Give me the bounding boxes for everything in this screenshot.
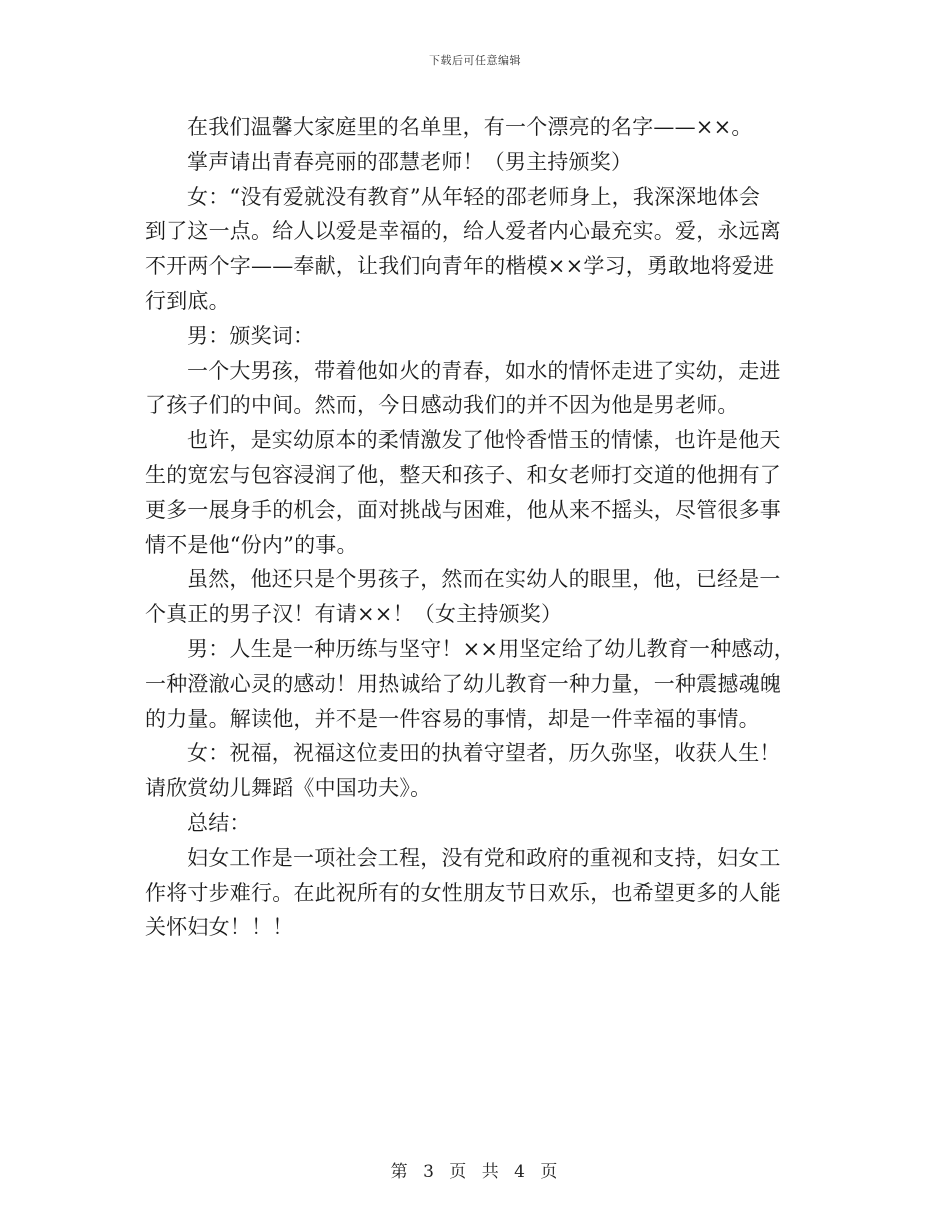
body-line: 更多一展身手的机会，面对挑战与困难，他从来不摇头，尽管很多事: [145, 497, 781, 522]
body-line: 总结：: [187, 810, 251, 835]
body-line: 了孩子们的中间。然而，今日感动我们的并不因为他是男老师。: [145, 393, 739, 418]
document-body: [145, 110, 810, 945]
body-line: 到了这一点。给人以爱是幸福的，给人爱者内心最充实。爱，永远离: [145, 219, 781, 244]
body-line: 关怀妇女！！！: [145, 915, 294, 940]
body-line: 掌声请出青春亮丽的邵慧老师！（男主持颁奖）: [187, 149, 633, 174]
body-line: 生的宽宏与包容浸润了他，整天和孩子、和女老师打交道的他拥有了: [145, 462, 781, 487]
body-line: 一个大男孩，带着他如火的青春，如水的情怀走进了实幼，走进: [187, 358, 781, 383]
body-line: 女：“没有爱就没有教育”从年轻的邵老师身上，我深深地体会: [187, 184, 761, 209]
body-line: 个真正的男子汉！有请××！（女主持颁奖）: [145, 602, 563, 627]
body-line: 女：祝福，祝福这位麦田的执着守望者，历久弥坚，收获人生！: [187, 741, 781, 766]
body-line: 男：颁奖词：: [187, 323, 315, 348]
body-line: 情不是他“份内”的事。: [145, 532, 358, 557]
body-line: 男：人生是一种历练与坚守！××用坚定给了幼儿教育一种感动，: [187, 636, 795, 661]
body-line: 作将寸步难行。在此祝所有的女性朋友节日欢乐，也希望更多的人能: [145, 880, 781, 905]
body-line: 行到底。: [145, 288, 230, 313]
body-line: 也许，是实幼原本的柔情激发了他怜香惜玉的情愫，也许是他天: [187, 428, 781, 453]
body-line: 一种澄澈心灵的感动！用热诚给了幼儿教育一种力量，一种震撼魂魄: [145, 671, 781, 696]
page-header: 下载后可任意编辑: [429, 54, 521, 67]
body-line: 请欣赏幼儿舞蹈《中国功夫》。: [145, 776, 432, 801]
body-line: 在我们温馨大家庭里的名单里，有一个漂亮的名字——××。: [187, 115, 753, 139]
body-line: 虽然，他还只是个男孩子，然而在实幼人的眼里，他，已经是一: [187, 567, 781, 592]
body-line: 的力量。解读他，并不是一件容易的事情，却是一件幸福的事情。: [145, 706, 760, 731]
page-number-footer: 第 3 页 共 4 页: [390, 1162, 560, 1182]
body-line: 妇女工作是一项社会工程，没有党和政府的重视和支持，妇女工: [187, 845, 781, 870]
body-line: 不开两个字——奉献，让我们向青年的楷模××学习，勇敢地将爱进: [145, 254, 775, 279]
